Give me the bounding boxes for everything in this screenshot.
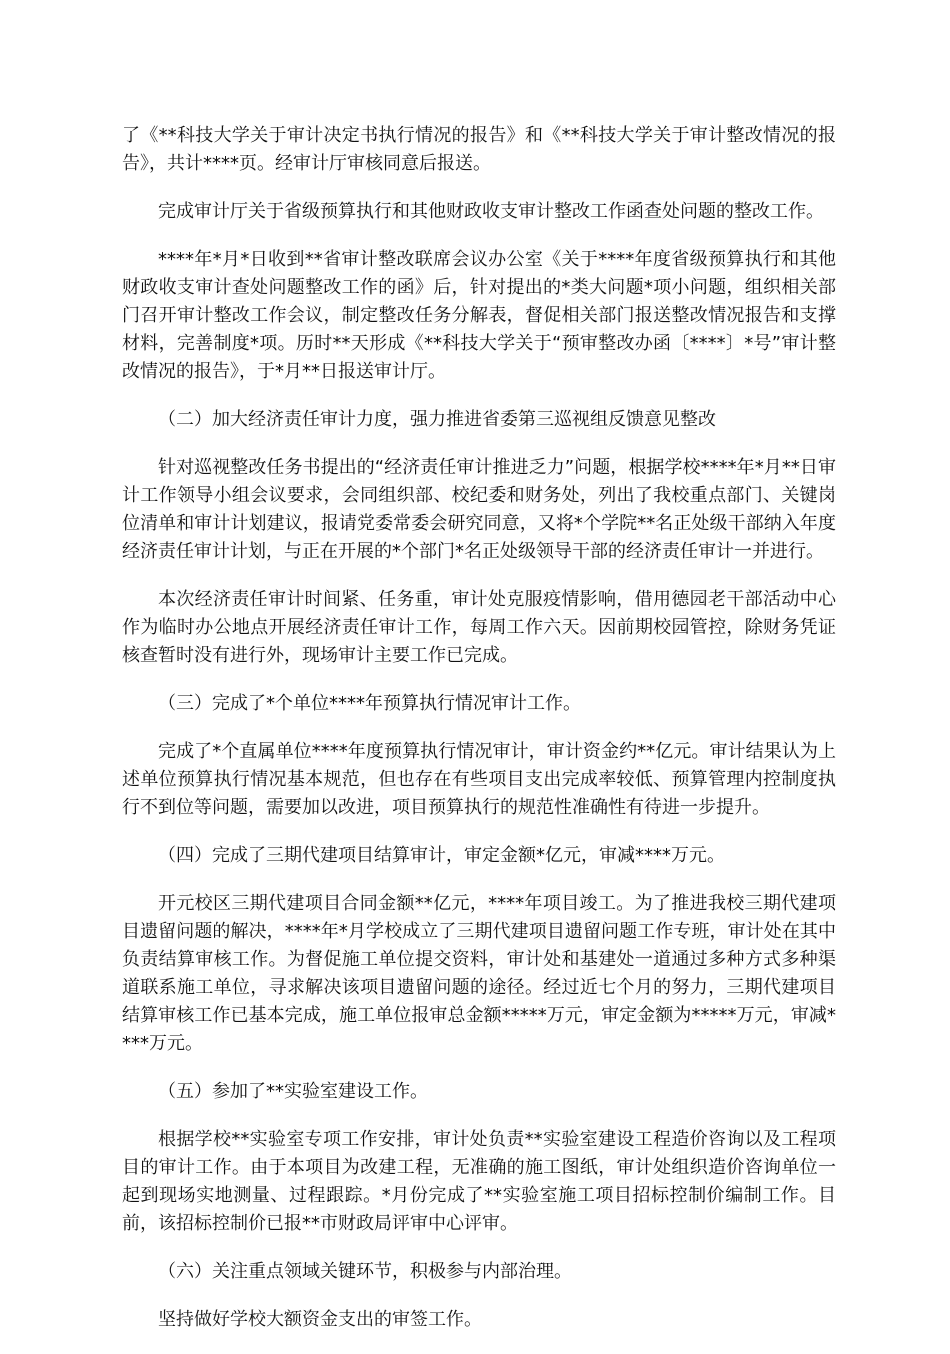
- paragraph-rectification-task: 完成审计厅关于省级预算执行和其他财政收支审计整改工作函查处问题的整改工作。: [158, 201, 824, 222]
- section-heading-6: （六）关注重点领域关键环节，积极参与内部治理。: [158, 1261, 572, 1282]
- section-heading-4: （四）完成了三期代建项目结算审计，审定金额*亿元，审减****万元。: [158, 845, 725, 866]
- paragraph-budget-audit: 完成了*个直属单位****年度预算执行情况审计，审计资金约**亿元。审计结果认为上述单位预算执行情况基本规范，但也存在有些项目支出完成率较低、预算管理内控制度执行不到位等问题，需要加以改进，项目预算执行的规范性准确性有待进一步提升。: [122, 741, 836, 818]
- section-heading-2: （二）加大经济责任审计力度，强力推进省委第三巡视组反馈意见整改: [158, 409, 716, 430]
- paragraph-fund-approval: 坚持做好学校大额资金支出的审签工作。: [158, 1309, 482, 1330]
- section-heading-3: （三）完成了*个单位****年预算执行情况审计工作。: [158, 693, 581, 714]
- section-heading-5: （五）参加了**实验室建设工作。: [158, 1081, 428, 1102]
- document-body: [122, 122, 836, 1354]
- paragraph-report-continuation: 了《**科技大学关于审计决定书执行情况的报告》和《**科技大学关于审计整改情况的报告》，共计****页。经审计厅审核同意后报送。: [122, 125, 836, 174]
- paragraph-economic-audit: 本次经济责任审计时间紧、任务重，审计处克服疫情影响，借用德园老干部活动中心作为临时办公地点开展经济责任审计工作，每周工作六天。因前期校园管控，除财务凭证核查暂时没有进行外，现场审计主要工作已完成。: [122, 589, 836, 666]
- paragraph-rectification-details: ****年*月*日收到**省审计整改联席会议办公室《关于****年度省级预算执行和其他财政收支审计查处问题整改工作的函》后，针对提出的*类大问题*项小问题，组织相关部门召开审计整改工作会议，制定整改任务分解表，督促相关部门报送整改情况报告和支撑材料，完善制度*项。历时**天形成《**科技大学关于“预审整改办函〔****〕*号”审计整改情况的报告》，于*月**日报送审计厅。: [122, 249, 836, 382]
- paragraph-construction-audit: 开元校区三期代建项目合同金额**亿元，****年项目竣工。为了推进我校三期代建项目遗留问题的解决，****年*月学校成立了三期代建项目遗留问题工作专班，审计处在其中负责结算审核工作。为督促施工单位提交资料，审计处和基建处一道通过多种方式多种渠道联系施工单位，寻求解决该项目遗留问题的途径。经过近七个月的努力，三期代建项目结算审核工作已基本完成，施工单位报审总金额*****万元，审定金额为*****万元，审减****万元。: [122, 893, 836, 1054]
- paragraph-laboratory-audit: 根据学校**实验室专项工作安排，审计处负责**实验室建设工程造价咨询以及工程项目的审计工作。由于本项目为改建工程，无准确的施工图纸，审计处组织造价咨询单位一起到现场实地测量、过程跟踪。*月份完成了**实验室施工项目招标控制价编制工作。目前，该招标控制价已报**市财政局评审中心评审。: [122, 1129, 836, 1234]
- paragraph-inspection-rectification: 针对巡视整改任务书提出的“经济责任审计推进乏力”问题，根据学校****年*月**日审计工作领导小组会议要求，会同组织部、校纪委和财务处，列出了我校重点部门、关键岗位清单和审计计划建议，报请党委常委会研究同意，又将*个学院**名正处级干部纳入年度经济责任审计计划，与正在开展的*个部门*名正处级领导干部的经济责任审计一并进行。: [122, 457, 836, 562]
